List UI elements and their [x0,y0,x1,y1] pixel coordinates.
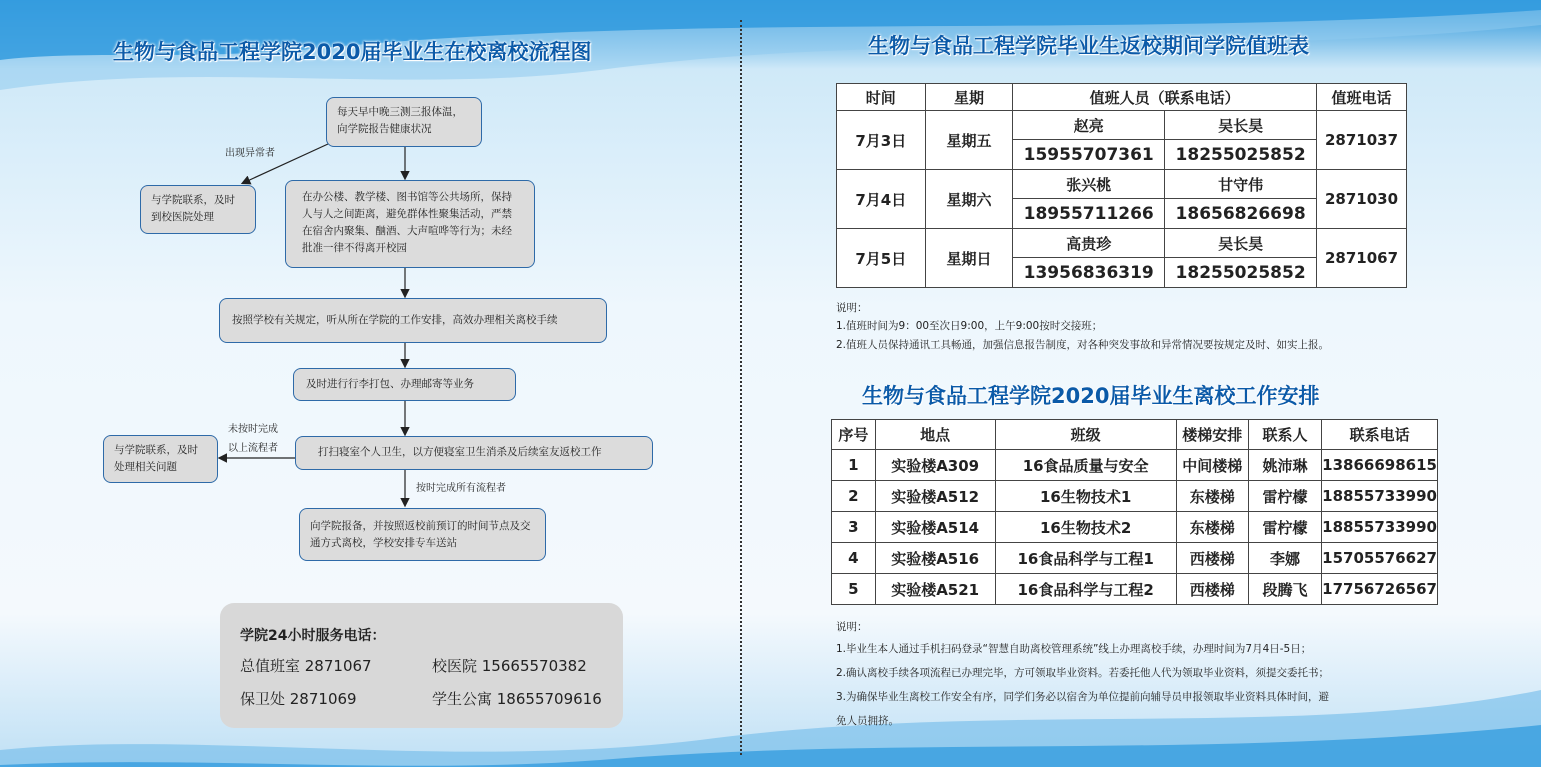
incomplete-label-2: 以上流程者 [228,443,278,454]
work-contact: 段腾飞 [1248,574,1321,605]
work-no: 4 [832,543,876,574]
work-header-row [832,420,1438,450]
duty-weekday: 星期六 [925,170,1013,229]
work-notes [836,617,1329,733]
work-note-3: 3.为确保毕业生离校工作安全有序，同学们务必以宿舍为单位提前向辅导员申报领取毕业资料具体时间，避 [836,691,1330,703]
duty-staff-name: 甘守伟 [1165,170,1317,199]
duty-note-2: 2.值班人员保持通讯工具畅通，加强信息报告制度，对各种突发事故和异常情况要按规定及时、如实上报。 [836,339,1330,351]
work-note-1: 1.毕业生本人通过手机扫码登录“智慧自助离校管理系统”线上办理离校手续，办理时间为7月4日-5日； [836,643,1312,655]
work-no: 5 [832,574,876,605]
work-contact: 雷柠檬 [1248,481,1321,512]
duty-staff-phone: 18955711266 [1013,199,1165,229]
duty-weekday: 星期日 [925,229,1013,288]
work-contact: 姚沛琳 [1248,450,1321,481]
duty-office-phone: 2871037 [1317,111,1407,170]
duty-header-staff: 值班人员（联系电话） [1013,84,1317,111]
work-no: 2 [832,481,876,512]
work-phone: 15705576627 [1322,543,1438,574]
work-no: 3 [832,512,876,543]
duty-title: 生物与食品工程学院毕业生返校期间学院值班表 [868,34,1309,58]
service-heading: 学院24小时服务电话： [240,628,386,644]
abnormal-label: 出现异常者 [225,148,275,159]
duty-header-row [837,84,1407,111]
work-stairs: 东楼梯 [1176,512,1248,543]
duty-header-weekday: 星期 [925,84,1013,111]
flow-step-6: 向学院报备，并按照返校前预订的时间节点及交通方式离校，学校安排专车送站 [299,508,546,561]
duty-staff-name: 吴长昊 [1165,229,1317,258]
work-note-2: 2.确认离校手续各项流程已办理完毕，方可领取毕业资料。若委托他人代为领取毕业资料，须提交委托书； [836,667,1330,679]
duty-date: 7月4日 [837,170,926,229]
work-contact: 雷柠檬 [1248,512,1321,543]
duty-staff-name: 高贵珍 [1013,229,1165,258]
work-class: 16食品科学与工程2 [995,574,1176,605]
flow-title: 生物与食品工程学院2020届毕业生在校离校流程图 [113,40,592,64]
duty-date: 7月3日 [837,111,926,170]
work-place: 实验楼A521 [875,574,995,605]
work-table [831,419,1438,605]
incomplete-label-1: 未按时完成 [228,424,278,435]
service-phones-panel [220,603,623,728]
work-place: 实验楼A512 [875,481,995,512]
duty-office-phone: 2871067 [1317,229,1407,288]
work-phone: 18855733990 [1322,512,1438,543]
duty-notes [836,298,1329,356]
table-row [837,111,1407,140]
service-dormitory: 学生公寓 18655709616 [432,690,602,708]
work-header-phone: 联系电话 [1322,420,1438,450]
work-notes-label: 说明： [836,621,868,633]
work-title: 生物与食品工程学院2020届毕业生离校工作安排 [862,384,1320,408]
work-header-no: 序号 [832,420,876,450]
duty-weekday: 星期五 [925,111,1013,170]
work-phone: 18855733990 [1322,481,1438,512]
table-row [837,170,1407,199]
flow-step-3: 按照学校有关规定，听从所在学院的工作安排，高效办理相关离校手续 [219,298,607,343]
service-hospital: 校医院 15665570382 [432,657,587,675]
table-row [832,512,1438,543]
incomplete-box: 与学院联系，及时处理相关问题 [103,435,218,483]
work-stairs: 西楼梯 [1176,543,1248,574]
table-row [832,481,1438,512]
work-stairs: 西楼梯 [1176,574,1248,605]
work-no: 1 [832,450,876,481]
flow-step-5: 打扫寝室个人卫生，以方便寝室卫生消杀及后续室友返校工作 [295,436,653,470]
work-stairs: 东楼梯 [1176,481,1248,512]
work-phone: 17756726567 [1322,574,1438,605]
table-row [837,229,1407,258]
duty-staff-name: 吴长昊 [1165,111,1317,140]
center-divider [740,20,742,755]
duty-header-time: 时间 [837,84,926,111]
duty-note-1: 1.值班时间为9：00至次日9:00，上午9:00按时交接班； [836,320,1103,332]
complete-label: 按时完成所有流程者 [416,483,506,494]
table-row [832,450,1438,481]
work-place: 实验楼A514 [875,512,995,543]
work-stairs: 中间楼梯 [1176,450,1248,481]
work-header-contact: 联系人 [1248,420,1321,450]
service-security: 保卫处 2871069 [240,690,357,708]
duty-table [836,83,1407,288]
abnormal-box: 与学院联系，及时到校医院处理 [140,185,256,234]
duty-staff-phone: 13956836319 [1013,258,1165,288]
service-duty-office: 总值班室 2871067 [240,657,372,675]
work-place: 实验楼A516 [875,543,995,574]
work-header-stairs: 楼梯安排 [1176,420,1248,450]
work-class: 16生物技术1 [995,481,1176,512]
work-header-place: 地点 [875,420,995,450]
duty-staff-name: 张兴桃 [1013,170,1165,199]
work-phone: 13866698615 [1322,450,1438,481]
duty-staff-name: 赵亮 [1013,111,1165,140]
work-class: 16食品科学与工程1 [995,543,1176,574]
duty-staff-phone: 18255025852 [1165,140,1317,170]
flow-step-1: 每天早中晚三测三报体温，向学院报告健康状况 [326,97,482,147]
work-place: 实验楼A309 [875,450,995,481]
duty-header-phone: 值班电话 [1317,84,1407,111]
work-class: 16食品质量与安全 [995,450,1176,481]
duty-date: 7月5日 [837,229,926,288]
work-class: 16生物技术2 [995,512,1176,543]
work-header-class: 班级 [995,420,1176,450]
duty-office-phone: 2871030 [1317,170,1407,229]
table-row [832,543,1438,574]
table-row [832,574,1438,605]
duty-staff-phone: 15955707361 [1013,140,1165,170]
duty-staff-phone: 18255025852 [1165,258,1317,288]
flow-step-2: 在办公楼、教学楼、图书馆等公共场所，保持人与人之间距离，避免群体性聚集活动，严禁在宿舍内聚集、酗酒、大声喧哗等行为；未经批准一律不得离开校园 [285,180,535,268]
work-note-3-cont: 免人员拥挤。 [836,715,899,727]
work-contact: 李娜 [1248,543,1321,574]
duty-notes-label: 说明： [836,302,868,314]
flow-step-4: 及时进行行李打包、办理邮寄等业务 [293,368,516,401]
duty-staff-phone: 18656826698 [1165,199,1317,229]
